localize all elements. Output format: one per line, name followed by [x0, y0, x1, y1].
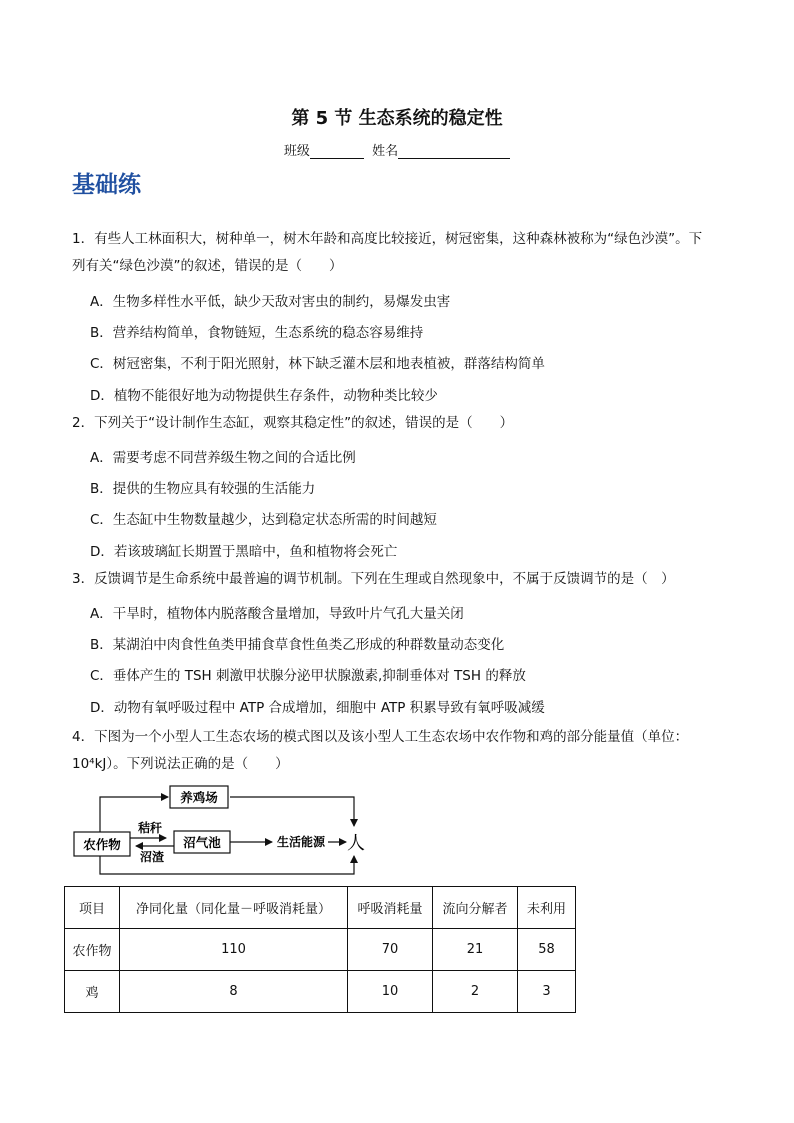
table-cell: 8 [120, 971, 348, 1013]
question-stem-line: 3．反馈调节是生命系统中最普遍的调节机制。下列在生理或自然现象中，不属于反馈调节的是（ ） [72, 571, 675, 587]
table-cell: 2 [433, 971, 518, 1013]
table-row [65, 929, 576, 971]
option-3c[interactable]: C．垂体产生的 TSH 刺激甲状腺分泌甲状腺激素,抑制垂体对 TSH 的释放 [90, 668, 526, 684]
option-1c[interactable]: C．树冠密集，不利于阳光照射，林下缺乏灌木层和地表植被，群落结构简单 [90, 356, 545, 372]
table-header-cell: 流向分解者 [433, 887, 518, 929]
question-stem-line: 1．有些人工林面积大，树种单一，树木年龄和高度比较接近，树冠密集，这种森林被称为“绿色沙漠”。下 [72, 231, 703, 247]
residue-label: 沼渣 [139, 850, 165, 864]
question-2-stem [72, 410, 732, 437]
table-header-cell: 未利用 [518, 887, 576, 929]
option-3b[interactable]: B．某湖泊中肉食性鱼类甲捕食草食性鱼类乙形成的种群数量动态变化 [90, 637, 505, 653]
table-cell: 10 [348, 971, 433, 1013]
question-stem-line: 2．下列关于“设计制作生态缸，观察其稳定性”的叙述，错误的是（ ） [72, 415, 514, 431]
eco-farm-diagram [70, 784, 370, 880]
page-title: 第 5 节 生态系统的稳定性 [291, 108, 503, 129]
question-4-stem [72, 724, 732, 778]
table-header-row [65, 887, 576, 929]
name-blank[interactable] [398, 145, 510, 159]
table-cell: 21 [433, 929, 518, 971]
option-2d[interactable]: D．若该玻璃缸长期置于黑暗中，鱼和植物将会死亡 [90, 544, 398, 560]
option-3a[interactable]: A．干旱时，植物体内脱落酸含量增加，导致叶片气孔大量关闭 [90, 606, 464, 622]
biogas-label: 沼气池 [183, 835, 221, 850]
class-label: 班级 [283, 144, 310, 159]
option-2b[interactable]: B．提供的生物应具有较强的生活能力 [90, 481, 316, 497]
option-2c[interactable]: C．生态缸中生物数量越少，达到稳定状态所需的时间越短 [90, 512, 437, 528]
section-heading: 基础练 [72, 172, 141, 198]
table-cell: 110 [120, 929, 348, 971]
table-header-cell: 净同化量（同化量－呼吸消耗量） [120, 887, 348, 929]
table-header-cell: 项目 [65, 887, 120, 929]
table-cell: 鸡 [65, 971, 120, 1013]
class-blank[interactable] [310, 145, 364, 159]
crops-label: 农作物 [83, 837, 121, 852]
table-cell: 农作物 [65, 929, 120, 971]
question-stem-line: 10⁴kJ）。下列说法正确的是（ ） [72, 756, 289, 772]
farm-label: 养鸡场 [180, 790, 218, 805]
option-1b[interactable]: B．营养结构简单，食物链短，生态系统的稳态容易维持 [90, 325, 424, 341]
class-name-line [0, 140, 794, 159]
option-2a[interactable]: A．需要考虑不同营养级生物之间的合适比例 [90, 450, 356, 466]
energy-table [64, 886, 576, 1013]
question-3-stem [72, 566, 732, 593]
arrow-crops-to-human [100, 856, 354, 874]
arrow-farm-to-human [230, 797, 354, 826]
table-cell: 70 [348, 929, 433, 971]
straw-label: 秸秆 [137, 821, 163, 835]
table-header-cell: 呼吸消耗量 [348, 887, 433, 929]
name-label: 姓名 [372, 144, 399, 159]
question-stem-line: 4．下图为一个小型人工生态农场的模式图以及该小型人工生态农场中农作物和鸡的部分能量值（单位： [72, 729, 689, 745]
question-1-stem [72, 226, 732, 280]
table-cell: 58 [518, 929, 576, 971]
table-cell: 3 [518, 971, 576, 1013]
option-3d[interactable]: D．动物有氧呼吸过程中 ATP 合成增加，细胞中 ATP 积累导致有氧呼吸减缓 [90, 700, 545, 716]
human-label: 人 [347, 833, 365, 854]
question-stem-line: 列有关“绿色沙漠”的叙述，错误的是（ ） [72, 258, 343, 274]
table-row [65, 971, 576, 1013]
option-1d[interactable]: D．植物不能很好地为动物提供生存条件，动物种类比较少 [90, 388, 438, 404]
option-1a[interactable]: A．生物多样性水平低，缺少天敌对害虫的制约，易爆发虫害 [90, 294, 451, 310]
energy-label: 生活能源 [276, 835, 326, 849]
